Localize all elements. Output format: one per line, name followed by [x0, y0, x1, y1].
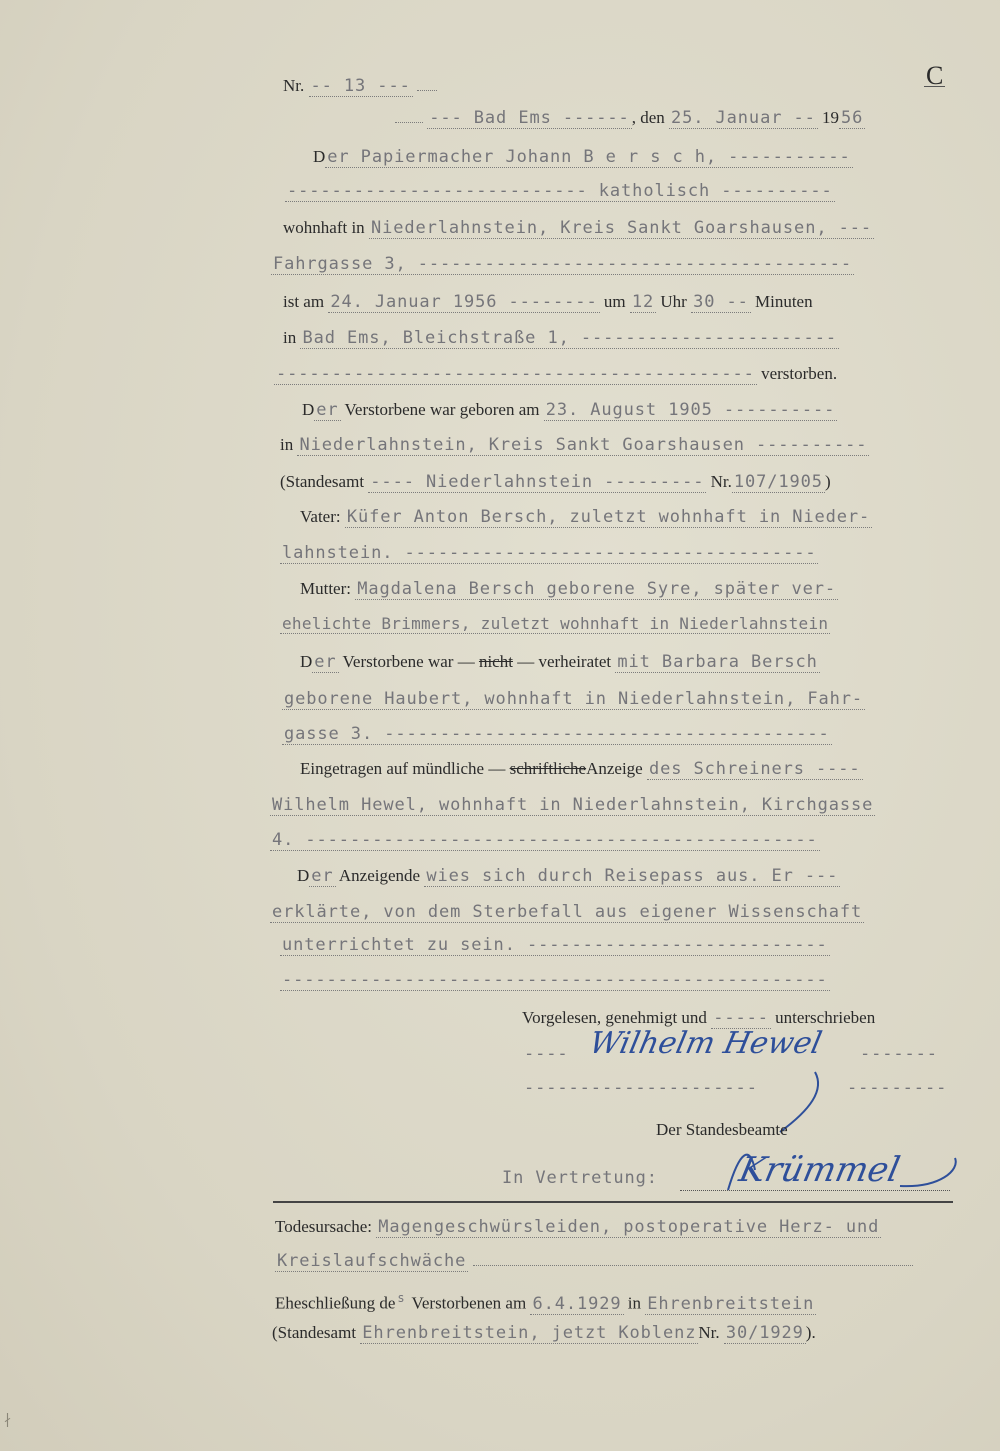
report-line: [300, 759, 863, 779]
d-prefix: D: [302, 400, 315, 419]
unterschrieben-label: unterschrieben: [775, 1008, 876, 1027]
register-number-line: [283, 76, 437, 96]
d-suffix: er: [316, 400, 339, 420]
vorgelesen-label: Vorgelesen, genehmigt und: [522, 1008, 707, 1027]
date-label: , den: [631, 108, 665, 127]
bracket-close: ): [824, 472, 831, 491]
anzeige-label: Anzeige: [586, 759, 643, 778]
marriage-date: 6.4.1929: [532, 1293, 622, 1314]
d-prefix: D: [300, 652, 313, 671]
person-name: er Papiermacher Johann B e r s c h, -----------: [327, 147, 851, 167]
in-label: in: [280, 435, 294, 454]
year-suffix: 56: [841, 108, 864, 128]
register-number: -- 13 ---: [310, 76, 411, 96]
cause-of-death: Magengeschwürsleiden, postoperative Herz- und: [378, 1217, 880, 1237]
informant-signature: Wilhelm Hewel: [586, 1026, 825, 1061]
cause-label: Todesursache:: [275, 1217, 372, 1236]
birth-registry-number: 107/1905: [733, 472, 823, 492]
mutter-label: Mutter:: [300, 579, 351, 598]
margin-mark: ∤: [4, 1413, 11, 1428]
d-prefix: D: [313, 147, 326, 166]
marriage-date-line: [275, 1288, 816, 1314]
informant-occupation: des Schreiners ----: [648, 759, 861, 779]
father-continuation: lahnstein. -------------------------------------: [282, 543, 817, 563]
residence-address: Niederlahnstein, Kreis Sankt Goarshausen, ---: [370, 218, 873, 238]
marriage-registry: Ehrenbreitstein, jetzt Koblenz: [362, 1323, 697, 1343]
registry-date: 25. Januar --: [670, 108, 816, 128]
statement-continuation: unterrichtet zu sein. ---------------------------: [282, 935, 828, 955]
informant-line: [270, 795, 875, 815]
signature-flourish: [720, 1140, 970, 1195]
eheschliessung-label: Eheschließung de: [275, 1293, 396, 1313]
standesamt-label: (Standesamt: [272, 1323, 357, 1342]
vater-label: Vater:: [300, 507, 341, 526]
cause-line-2: [275, 1251, 913, 1271]
bracket-close: ).: [805, 1323, 816, 1342]
mother-continuation: ehelichte Brimmers, zuletzt wohnhaft in Niederlahnstein: [282, 614, 829, 633]
nr-label: Nr.: [710, 472, 732, 491]
spouse-line-3: [282, 724, 832, 744]
eheschliessung-sup: s: [397, 1291, 406, 1305]
spouse: mit Barbara Bersch: [617, 652, 818, 672]
mother-line: [300, 579, 838, 599]
signature-rule: [680, 1190, 950, 1191]
in-label: in: [627, 1293, 642, 1313]
person-name-line: [313, 147, 853, 167]
nr-label: Nr.: [283, 76, 305, 95]
mother-line-2: [280, 614, 830, 634]
statement-line: [270, 902, 864, 922]
spouse-address: gasse 3. ----------------------------------------: [284, 724, 830, 744]
ist-am-label: ist am: [283, 292, 325, 311]
closing-dashes: -----: [713, 1008, 769, 1028]
registry-place: --- Bad Ems ------: [429, 108, 630, 128]
birth-label: Verstorbene war geboren am: [344, 400, 540, 419]
death-date-line: [283, 292, 813, 312]
date-line: [395, 108, 865, 128]
birth-registry-line: [280, 472, 831, 492]
father: Küfer Anton Bersch, zuletzt wohnhaft in Nieder-: [346, 507, 871, 527]
signature-line-1-right: [858, 1044, 940, 1064]
birth-registry: ---- Niederlahnstein ---------: [370, 472, 705, 492]
struck-word: schriftliche: [509, 759, 587, 778]
marital-status-line: [300, 652, 820, 672]
marriage-registry-line: [272, 1323, 816, 1343]
death-place: Bad Ems, Bleichstraße 1, -----------------------: [302, 328, 837, 348]
birth-place: Niederlahnstein, Kreis Sankt Goarshausen ----------: [299, 435, 868, 455]
cause-continuation: Kreislaufschwäche: [277, 1251, 467, 1271]
year-prefix: 19: [822, 108, 839, 127]
verstorbenen-label: Verstorbenen am: [411, 1293, 527, 1313]
statement-line-3: [280, 970, 830, 990]
read-approved-line: [522, 1008, 875, 1028]
identification-line: [297, 866, 840, 886]
death-minute: 30 --: [693, 292, 749, 312]
wohnhaft-label: wohnhaft in: [283, 218, 365, 237]
report-label: Eingetragen auf mündliche —: [300, 759, 506, 778]
father-line-2: [280, 543, 818, 563]
residence-street: Fahrgasse 3, ---------------------------------------: [273, 254, 853, 274]
death-hour: 12: [631, 292, 655, 312]
statement: erklärte, von dem Sterbefall aus eigener Wissenschaft: [272, 902, 863, 922]
d-suffix: er: [311, 866, 334, 886]
cause-line: [275, 1217, 881, 1237]
residence-line: [283, 218, 874, 238]
sig-right-dashes: -------: [860, 1044, 938, 1064]
marriage-place: Ehrenbreitstein: [647, 1293, 815, 1314]
registrar-label: Der Standesbeamte: [656, 1120, 788, 1139]
dash-line-2: ---------: [847, 1078, 948, 1098]
religion-line: [285, 181, 835, 201]
um-label: um: [603, 292, 626, 311]
in-label: in: [283, 328, 297, 347]
signature-line-2-right: [845, 1078, 949, 1098]
informant: Wilhelm Hewel, wohnhaft in Niederlahnstein, Kirchgasse: [272, 795, 874, 815]
dash-line: ---------------------: [524, 1078, 758, 1098]
informant-line-2: [270, 830, 820, 850]
nr-label: Nr.: [698, 1323, 720, 1342]
anzeigende-label: Anzeigende: [338, 866, 421, 885]
birth-date-line: [302, 400, 837, 420]
minuten-label: Minuten: [755, 292, 813, 311]
signature-line-2: [522, 1078, 760, 1098]
birth-date: 23. August 1905 ----------: [545, 400, 836, 420]
death-place-line: [283, 328, 839, 348]
uhr-label: Uhr: [660, 292, 687, 311]
religion: --------------------------- katholisch ----------: [287, 181, 833, 201]
signature-line-1: [522, 1044, 571, 1064]
d-prefix: D: [297, 866, 310, 885]
verheiratet-label: — verheiratet: [517, 652, 612, 671]
residence-line-2: [271, 254, 854, 274]
d-suffix: er: [314, 652, 337, 672]
deputy-line: [500, 1168, 660, 1188]
death-date: 24. Januar 1956 --------: [330, 292, 598, 312]
marriage-registry-number: 30/1929: [725, 1323, 804, 1343]
statement-dashes: -------------------------------------------------: [282, 970, 828, 990]
standesamt-label: (Standesamt: [280, 472, 365, 491]
informant-address: 4. ----------------------------------------------: [272, 830, 818, 850]
spouse-line-2: [282, 689, 865, 709]
mother: Magdalena Bersch geborene Syre, später ver-: [357, 579, 837, 599]
register-letter: C: [926, 61, 944, 90]
footer-separator: [273, 1201, 953, 1203]
death-place-line-2: [274, 364, 837, 384]
death-place-continuation: -------------------------------------------: [276, 364, 755, 384]
spouse-continuation: geborene Haubert, wohnhaft in Niederlahnstein, Fahr-: [284, 689, 864, 709]
identification: wies sich durch Reisepass aus. Er ---: [426, 866, 839, 886]
statement-line-2: [280, 935, 830, 955]
verstorben-label: verstorben.: [761, 364, 838, 383]
birth-place-line: [280, 435, 869, 455]
marital-label: Verstorbene war —: [342, 652, 475, 671]
registrar-signature: Krümmel: [735, 1150, 904, 1190]
sig-left-dashes: ----: [524, 1044, 569, 1064]
vertretung-label: In Vertretung:: [502, 1168, 658, 1188]
struck-word: nicht: [478, 652, 513, 671]
father-line: [300, 507, 872, 527]
